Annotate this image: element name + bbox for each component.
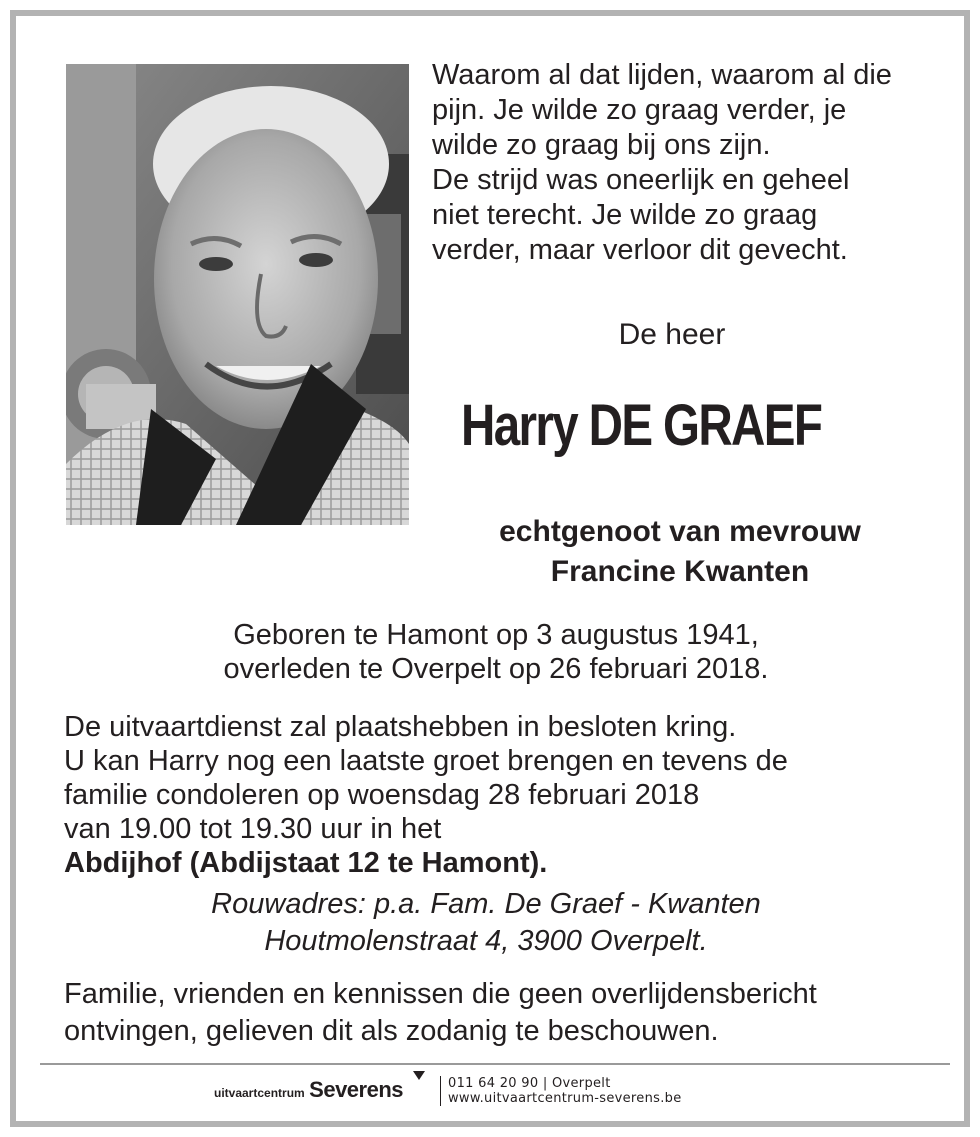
obituary-card: [10, 10, 970, 1127]
memorial-poem: [432, 58, 952, 268]
service-info: [64, 710, 954, 880]
poem-line: De strijd was oneerlijk en geheel: [432, 164, 850, 196]
service-line: familie condoleren op woensdag 28 februari 2018: [64, 779, 700, 811]
poem-line: Waarom al dat lijden, waarom al die: [432, 59, 892, 91]
footer-phone: 011 64 20 90 | Overpelt: [448, 1076, 611, 1091]
service-line: De uitvaartdienst zal plaatshebben in besloten kring.: [64, 711, 737, 743]
mourning-address: [166, 886, 806, 960]
brand-triangle-icon: [413, 1071, 425, 1080]
deceased-name: Harry DE GRAEF: [461, 393, 822, 458]
closing-line-2: ontvingen, gelieven dit als zodanig te beschouwen.: [64, 1015, 719, 1047]
brand-name-wrap: [309, 1077, 403, 1103]
spouse-line-2: Francine Kwanten: [550, 555, 810, 588]
closing-note: [64, 976, 954, 1050]
footer-divider: [40, 1063, 950, 1065]
funeral-home-logo: [214, 1077, 403, 1109]
address-line-1: Rouwadres: p.a. Fam. De Graef - Kwanten: [211, 888, 761, 920]
footer-separator: [440, 1076, 441, 1106]
service-line: U kan Harry nog een laatste groet brengen en tevens de: [64, 745, 788, 777]
portrait-photo: [66, 64, 409, 525]
poem-line: niet terecht. Je wilde zo graag: [432, 199, 818, 231]
address-line-2: Houtmolenstraat 4, 3900 Overpelt.: [264, 925, 708, 957]
title-prefix: De heer: [618, 318, 726, 351]
spouse-block: [446, 512, 914, 592]
footer-website[interactable]: www.uitvaartcentrum-severens.be: [448, 1091, 682, 1106]
footer-contact: [448, 1076, 682, 1106]
closing-line-1: Familie, vrienden en kennissen die geen overlijdensbericht: [64, 978, 817, 1010]
birth-line: Geboren te Hamont op 3 augustus 1941,: [233, 619, 759, 651]
service-location: Abdijhof (Abdijstaat 12 te Hamont).: [64, 847, 548, 879]
brand-small-text: uitvaartcentrum: [214, 1086, 305, 1100]
brand-name: Severens: [309, 1077, 404, 1102]
death-line: overleden te Overpelt op 26 februari 2018.: [223, 653, 769, 685]
poem-line: verder, maar verloor dit gevecht.: [432, 234, 848, 266]
poem-line: pijn. Je wilde zo graag verder, je: [432, 94, 847, 126]
spouse-line-1: echtgenoot van mevrouw: [499, 515, 861, 548]
service-line: van 19.00 tot 19.30 uur in het: [64, 813, 442, 845]
poem-line: wilde zo graag bij ons zijn.: [432, 129, 771, 161]
life-dates: [136, 618, 856, 686]
